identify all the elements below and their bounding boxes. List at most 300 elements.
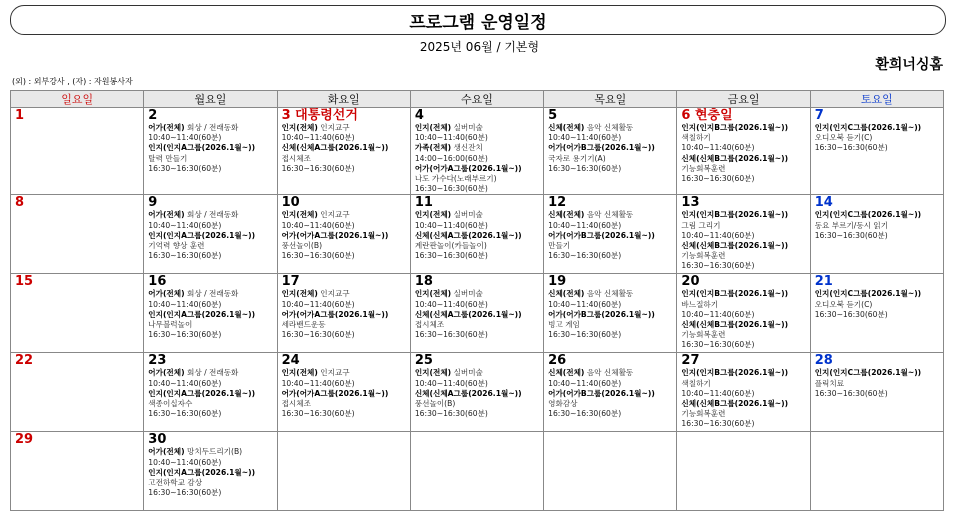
day-number bbox=[681, 354, 807, 368]
program-name: 어가(전체) bbox=[148, 210, 185, 220]
program-name: 인지(전체) bbox=[414, 368, 452, 378]
program-name: 어가(어가B그룹(2026.1월~)) bbox=[548, 230, 655, 240]
program-activity: 음악 신체활동 bbox=[584, 210, 634, 220]
day-number bbox=[548, 275, 674, 289]
program-name: 어가(어가A그룹(2026.1월~)) bbox=[414, 163, 522, 173]
program-time: 10:40~11:40(60분) bbox=[681, 309, 755, 319]
program-time: 16:30~16:30(60분) bbox=[814, 388, 888, 398]
program-name: 인지(인지B그룹(2026.1월~)) bbox=[681, 289, 789, 299]
program-time: 16:30~16:30(60분) bbox=[281, 163, 355, 173]
day-number-value: 17 bbox=[281, 274, 300, 290]
program-detail-line bbox=[148, 399, 274, 409]
program-time: 16:30~16:30(60분) bbox=[414, 184, 488, 194]
program-name: 신체(신체A그룹(2026.1월~)) bbox=[281, 143, 389, 153]
program-activity: 실버미술 bbox=[451, 289, 483, 299]
program-name: 어가(어가B그룹(2026.1월~)) bbox=[548, 143, 655, 153]
program-name: 어가(전체) bbox=[148, 447, 185, 457]
program-entry bbox=[148, 164, 274, 174]
day-number bbox=[681, 109, 807, 123]
program-entry bbox=[415, 231, 541, 241]
program-entry bbox=[548, 164, 674, 174]
day-number-value: 11 bbox=[414, 195, 433, 211]
program-time: 색칠하기 bbox=[681, 133, 711, 143]
program-entry bbox=[148, 310, 274, 320]
program-detail-line bbox=[415, 300, 541, 310]
program-time: 동요 부르기/동시 읽기 bbox=[814, 220, 889, 230]
program-time: 10:40~11:40(60분) bbox=[681, 388, 755, 398]
program-entry bbox=[815, 310, 941, 320]
program-time: 나무블럭놀이 bbox=[148, 320, 193, 330]
program-time: 10:40~11:40(60분) bbox=[548, 299, 622, 309]
program-time: 기능회복훈련 bbox=[681, 330, 726, 340]
program-entry bbox=[681, 310, 807, 320]
day-number-value: 16 bbox=[148, 274, 167, 290]
program-detail-line bbox=[148, 478, 274, 488]
day-number bbox=[681, 196, 807, 210]
program-detail-line bbox=[415, 379, 541, 389]
weekday-header-row bbox=[11, 91, 944, 108]
program-name: 어가(전체) bbox=[148, 123, 185, 132]
organization-name: 환희너싱홈 bbox=[875, 57, 943, 73]
calendar-day-cell bbox=[677, 274, 810, 353]
program-entry bbox=[681, 368, 807, 378]
program-name: 어가(전체) bbox=[148, 368, 185, 378]
day-number bbox=[148, 275, 274, 289]
program-detail-line bbox=[282, 300, 408, 310]
calendar-table bbox=[10, 90, 944, 511]
program-time: 10:40~11:40(60분) bbox=[148, 133, 222, 143]
program-detail-line bbox=[415, 154, 541, 164]
program-name: 인지(전체) bbox=[414, 210, 452, 220]
program-entry bbox=[148, 389, 274, 399]
program-detail-line bbox=[148, 300, 274, 310]
program-activity: 회상 / 전래동화 bbox=[184, 368, 239, 378]
program-time: 영화감상 bbox=[548, 399, 578, 409]
calendar-day-cell bbox=[810, 432, 943, 511]
program-time: 16:30~16:30(60분) bbox=[414, 251, 488, 261]
program-name: 어가(전체) bbox=[148, 289, 185, 299]
program-entry bbox=[548, 289, 674, 299]
calendar-day-cell bbox=[11, 108, 144, 195]
program-detail-line bbox=[148, 458, 274, 468]
program-detail-line bbox=[282, 154, 408, 164]
program-time: 16:30~16:30(60분) bbox=[681, 174, 755, 184]
program-detail-line bbox=[681, 409, 807, 419]
program-detail-line bbox=[815, 300, 941, 310]
calendar-day-cell bbox=[810, 195, 943, 274]
program-name: 인지(전체) bbox=[281, 210, 318, 220]
program-name: 인지(인지C그룹(2026.1월~)) bbox=[814, 123, 922, 132]
program-entry bbox=[282, 389, 408, 399]
calendar-day-cell bbox=[544, 195, 677, 274]
program-name: 신체(전체) bbox=[548, 210, 585, 220]
program-time: 16:30~16:30(60분) bbox=[148, 330, 222, 340]
day-number bbox=[282, 354, 408, 368]
holiday-label: 현충일 bbox=[690, 108, 733, 123]
program-detail-line bbox=[681, 379, 807, 389]
day-number bbox=[548, 109, 674, 123]
program-detail-line bbox=[681, 164, 807, 174]
program-time: 10:40~11:40(60분) bbox=[548, 378, 622, 388]
program-activity: 생신잔치 bbox=[451, 143, 483, 153]
program-detail-line bbox=[415, 399, 541, 409]
program-time: 16:30~16:30(60분) bbox=[814, 230, 888, 240]
program-name: 인지(전체) bbox=[281, 289, 318, 299]
schedule-title: 프로그램 운영일정 bbox=[409, 12, 547, 33]
program-entry bbox=[548, 310, 674, 320]
program-name: 인지(인지B그룹(2026.1월~)) bbox=[681, 210, 789, 220]
program-time: 풍선놀이(B) bbox=[281, 241, 323, 251]
program-entry bbox=[681, 261, 807, 271]
program-entry bbox=[548, 389, 674, 399]
program-entry bbox=[415, 330, 541, 340]
program-time: 10:40~11:40(60분) bbox=[148, 299, 222, 309]
weekday-header: 금요일 bbox=[677, 91, 810, 108]
program-entry bbox=[282, 231, 408, 241]
program-time: 10:40~11:40(60분) bbox=[281, 299, 355, 309]
day-number bbox=[815, 354, 941, 368]
program-time: 10:40~11:40(60분) bbox=[148, 457, 222, 467]
program-entry bbox=[415, 368, 541, 378]
program-time: 16:30~16:30(60분) bbox=[814, 143, 888, 153]
calendar-day-cell bbox=[11, 195, 144, 274]
calendar-day-cell bbox=[677, 195, 810, 274]
program-activity: 실버미술 bbox=[451, 123, 483, 132]
day-number bbox=[548, 196, 674, 210]
calendar-day-cell bbox=[277, 274, 410, 353]
program-time: 기능회복훈련 bbox=[681, 409, 726, 419]
program-time: 10:40~11:40(60분) bbox=[414, 378, 488, 388]
program-name: 인지(인지A그룹(2026.1월~)) bbox=[148, 388, 256, 398]
weekday-header: 화요일 bbox=[277, 91, 410, 108]
program-detail-line bbox=[148, 241, 274, 251]
program-detail-line bbox=[282, 320, 408, 330]
program-time: 16:30~16:30(60분) bbox=[281, 251, 355, 261]
calendar-week-row bbox=[11, 195, 944, 274]
program-detail-line bbox=[415, 241, 541, 251]
day-number bbox=[415, 354, 541, 368]
day-number-value: 7 bbox=[814, 108, 824, 123]
program-entry bbox=[282, 289, 408, 299]
program-name: 신체(신체A그룹(2026.1월~)) bbox=[414, 388, 522, 398]
day-number bbox=[15, 109, 141, 123]
program-activity: 실버미술 bbox=[451, 368, 483, 378]
day-number bbox=[548, 354, 674, 368]
calendar-day-cell bbox=[410, 353, 543, 432]
program-name: 인지(인지B그룹(2026.1월~)) bbox=[681, 123, 789, 132]
program-entry bbox=[548, 251, 674, 261]
program-time: 16:30~16:30(60분) bbox=[548, 163, 622, 173]
day-number bbox=[15, 275, 141, 289]
calendar-day-cell bbox=[144, 432, 277, 511]
program-name: 신체(전체) bbox=[548, 368, 585, 378]
program-entry bbox=[548, 409, 674, 419]
program-detail-line bbox=[548, 221, 674, 231]
calendar-day-cell bbox=[810, 108, 943, 195]
program-entry bbox=[681, 231, 807, 241]
program-time: 16:30~16:30(60분) bbox=[548, 409, 622, 419]
program-time: 10:40~11:40(60분) bbox=[414, 299, 488, 309]
program-time: 10:40~11:40(60분) bbox=[148, 220, 222, 230]
program-time: 16:30~16:30(60분) bbox=[681, 419, 755, 429]
program-time: 풍선놀이(B) bbox=[414, 399, 456, 409]
calendar-week-row bbox=[11, 274, 944, 353]
program-detail-line bbox=[548, 300, 674, 310]
program-time: 접시체조 bbox=[281, 399, 311, 409]
program-name: 인지(인지C그룹(2026.1월~)) bbox=[814, 368, 922, 378]
calendar-day-cell bbox=[410, 432, 543, 511]
program-time: 세라밴드운동 bbox=[281, 320, 326, 330]
program-entry bbox=[815, 231, 941, 241]
program-time: 만들기 bbox=[548, 241, 571, 251]
day-number bbox=[282, 196, 408, 210]
calendar-day-cell bbox=[810, 353, 943, 432]
day-number bbox=[415, 275, 541, 289]
program-entry bbox=[148, 251, 274, 261]
schedule-subtitle: 2025년 06월 / 기본형 bbox=[419, 40, 540, 54]
calendar-day-cell bbox=[144, 108, 277, 195]
program-entry bbox=[415, 164, 541, 174]
program-activity: 음악 신체활동 bbox=[584, 123, 634, 132]
day-number-value: 3 bbox=[281, 108, 291, 123]
program-time: 플릭치료 bbox=[814, 378, 845, 388]
program-detail-line bbox=[415, 174, 541, 184]
day-number bbox=[415, 196, 541, 210]
calendar-day-cell bbox=[410, 108, 543, 195]
calendar-day-cell bbox=[144, 195, 277, 274]
program-activity: 음악 신체활동 bbox=[584, 289, 634, 299]
program-detail-line bbox=[548, 133, 674, 143]
program-entry bbox=[548, 368, 674, 378]
day-number bbox=[815, 196, 941, 210]
program-entry bbox=[681, 289, 807, 299]
program-name: 인지(인지B그룹(2026.1월~)) bbox=[681, 368, 789, 378]
program-detail-line bbox=[681, 221, 807, 231]
program-detail-line bbox=[148, 379, 274, 389]
program-time: 10:40~11:40(60분) bbox=[548, 133, 622, 143]
program-detail-line bbox=[681, 330, 807, 340]
program-time: 오디오북 듣기(C) bbox=[814, 299, 873, 309]
program-entry bbox=[681, 389, 807, 399]
program-detail-line bbox=[415, 320, 541, 330]
day-number-value: 22 bbox=[15, 353, 34, 369]
day-number-value: 10 bbox=[281, 195, 300, 211]
program-entry bbox=[415, 123, 541, 133]
program-entry bbox=[148, 123, 274, 133]
program-name: 어가(어가B그룹(2026.1월~)) bbox=[548, 309, 655, 319]
program-entry bbox=[282, 164, 408, 174]
program-entry bbox=[681, 154, 807, 164]
program-time: 16:30~16:30(60분) bbox=[281, 330, 355, 340]
program-detail-line bbox=[681, 300, 807, 310]
program-entry bbox=[282, 330, 408, 340]
program-entry bbox=[415, 143, 541, 153]
program-time: 계란판놀이(카들놀이) bbox=[414, 241, 487, 251]
program-name: 인지(인지C그룹(2026.1월~)) bbox=[814, 210, 922, 220]
day-number bbox=[282, 275, 408, 289]
day-number-value: 1 bbox=[15, 108, 25, 123]
program-entry bbox=[681, 174, 807, 184]
day-number bbox=[282, 109, 408, 123]
program-name: 인지(인지A그룹(2026.1월~)) bbox=[148, 467, 256, 477]
program-detail-line bbox=[282, 399, 408, 409]
program-entry bbox=[681, 399, 807, 409]
calendar-day-cell bbox=[11, 432, 144, 511]
program-entry bbox=[415, 409, 541, 419]
program-entry bbox=[148, 210, 274, 220]
program-activity: 인지교구 bbox=[317, 289, 350, 299]
day-number-value: 26 bbox=[548, 353, 567, 369]
day-number-value: 28 bbox=[814, 353, 833, 369]
day-number-value: 21 bbox=[814, 274, 833, 290]
program-activity: 회상 / 전래동화 bbox=[184, 289, 239, 299]
calendar-day-cell bbox=[410, 195, 543, 274]
program-detail-line bbox=[815, 133, 941, 143]
day-number-value: 30 bbox=[148, 432, 167, 448]
day-number-value: 20 bbox=[681, 274, 700, 290]
program-entry bbox=[148, 409, 274, 419]
program-entry bbox=[282, 368, 408, 378]
day-number bbox=[148, 109, 274, 123]
calendar-day-cell bbox=[277, 108, 410, 195]
program-name: 인지(인지C그룹(2026.1월~)) bbox=[814, 289, 922, 299]
program-detail-line bbox=[148, 320, 274, 330]
program-time: 접시체조 bbox=[281, 153, 311, 163]
program-entry bbox=[681, 143, 807, 153]
program-entry bbox=[148, 330, 274, 340]
calendar-day-cell bbox=[544, 432, 677, 511]
program-entry bbox=[148, 368, 274, 378]
program-activity: 망치두드리기(B) bbox=[184, 447, 243, 457]
program-time: 16:30~16:30(60분) bbox=[281, 409, 355, 419]
program-entry bbox=[415, 251, 541, 261]
program-time: 그림 그리기 bbox=[681, 220, 721, 230]
day-number bbox=[148, 433, 274, 447]
day-number-value: 27 bbox=[681, 353, 700, 369]
day-number-value: 12 bbox=[548, 195, 567, 211]
calendar-week-row bbox=[11, 353, 944, 432]
program-activity: 음악 신체활동 bbox=[584, 368, 634, 378]
program-entry bbox=[282, 409, 408, 419]
program-detail-line bbox=[415, 221, 541, 231]
program-time: 오디오북 듣기(C) bbox=[814, 133, 873, 143]
program-time: 16:30~16:30(60분) bbox=[681, 340, 755, 350]
program-name: 어가(어가A그룹(2026.1월~)) bbox=[281, 309, 389, 319]
program-time: 빙고 게임 bbox=[548, 320, 580, 330]
program-entry bbox=[548, 231, 674, 241]
program-detail-line bbox=[148, 221, 274, 231]
day-number-value: 6 bbox=[681, 108, 691, 123]
day-number-value: 4 bbox=[414, 108, 424, 123]
program-entry bbox=[815, 289, 941, 299]
program-name: 인지(인지A그룹(2026.1월~)) bbox=[148, 230, 256, 240]
program-time: 10:40~11:40(60분) bbox=[281, 378, 355, 388]
legend-note: (외) : 외부강사 , (자) : 자원봉사자 bbox=[12, 77, 133, 86]
program-name: 어가(어가A그룹(2026.1월~)) bbox=[281, 388, 389, 398]
program-detail-line bbox=[548, 320, 674, 330]
calendar-day-cell bbox=[277, 195, 410, 274]
program-name: 인지(전체) bbox=[414, 123, 452, 132]
program-name: 신체(신체A그룹(2026.1월~)) bbox=[414, 230, 522, 240]
program-entry bbox=[681, 210, 807, 220]
program-time: 16:30~16:30(60분) bbox=[414, 409, 488, 419]
program-time: 16:30~16:30(60분) bbox=[548, 251, 622, 261]
day-number bbox=[15, 354, 141, 368]
program-time: 색칠하기 bbox=[681, 378, 711, 388]
program-time: 색종이십자수 bbox=[148, 399, 193, 409]
program-activity: 인지교구 bbox=[317, 210, 350, 220]
program-time: 10:40~11:40(60분) bbox=[681, 143, 755, 153]
program-entry bbox=[282, 310, 408, 320]
calendar-day-cell bbox=[11, 353, 144, 432]
program-time: 10:40~11:40(60분) bbox=[414, 220, 488, 230]
program-name: 신체(전체) bbox=[548, 289, 585, 299]
program-time: 10:40~11:40(60분) bbox=[414, 133, 488, 143]
program-time: 16:30~16:30(60분) bbox=[148, 488, 222, 498]
program-time: 16:30~16:30(60분) bbox=[814, 309, 888, 319]
day-number bbox=[815, 109, 941, 123]
program-entry bbox=[148, 231, 274, 241]
program-entry bbox=[815, 210, 941, 220]
day-number-value: 14 bbox=[814, 195, 833, 211]
day-number bbox=[15, 433, 141, 447]
calendar-day-cell bbox=[544, 353, 677, 432]
program-time: 16:30~16:30(60분) bbox=[148, 163, 222, 173]
day-number bbox=[148, 196, 274, 210]
calendar-day-cell bbox=[677, 353, 810, 432]
program-entry bbox=[681, 340, 807, 350]
program-name: 신체(신체B그룹(2026.1월~)) bbox=[681, 153, 789, 163]
program-entry bbox=[815, 143, 941, 153]
program-entry bbox=[815, 389, 941, 399]
program-time: 14:00~16:00(60분) bbox=[414, 153, 488, 163]
program-detail-line bbox=[681, 133, 807, 143]
program-entry bbox=[282, 123, 408, 133]
holiday-label: 대통령선거 bbox=[290, 108, 358, 123]
day-number-value: 2 bbox=[148, 108, 158, 123]
day-number bbox=[681, 275, 807, 289]
program-entry bbox=[681, 320, 807, 330]
program-name: 인지(인지A그룹(2026.1월~)) bbox=[148, 143, 256, 153]
day-number-value: 8 bbox=[15, 195, 25, 211]
program-detail-line bbox=[148, 154, 274, 164]
program-entry bbox=[681, 123, 807, 133]
program-name: 인지(인지A그룹(2026.1월~)) bbox=[148, 309, 256, 319]
program-entry bbox=[415, 184, 541, 194]
program-detail-line bbox=[282, 379, 408, 389]
day-number bbox=[815, 275, 941, 289]
program-name: 신체(전체) bbox=[548, 123, 585, 132]
program-detail-line bbox=[548, 241, 674, 251]
calendar-day-cell bbox=[677, 432, 810, 511]
weekday-header: 월요일 bbox=[144, 91, 277, 108]
schedule-title-box bbox=[10, 5, 946, 35]
program-detail-line bbox=[282, 133, 408, 143]
day-number-value: 23 bbox=[148, 353, 167, 369]
program-entry bbox=[282, 143, 408, 153]
program-time: 16:30~16:30(60분) bbox=[681, 261, 755, 271]
program-name: 신체(신체A그룹(2026.1월~)) bbox=[414, 309, 522, 319]
day-number bbox=[15, 196, 141, 210]
program-name: 인지(전체) bbox=[414, 289, 452, 299]
program-entry bbox=[148, 468, 274, 478]
calendar-day-cell bbox=[410, 274, 543, 353]
day-number bbox=[148, 354, 274, 368]
program-time: 고전하학교 감상 bbox=[148, 478, 203, 488]
calendar-day-cell bbox=[544, 274, 677, 353]
program-entry bbox=[148, 447, 274, 457]
program-time: 기억력 향상 훈련 bbox=[148, 241, 205, 251]
